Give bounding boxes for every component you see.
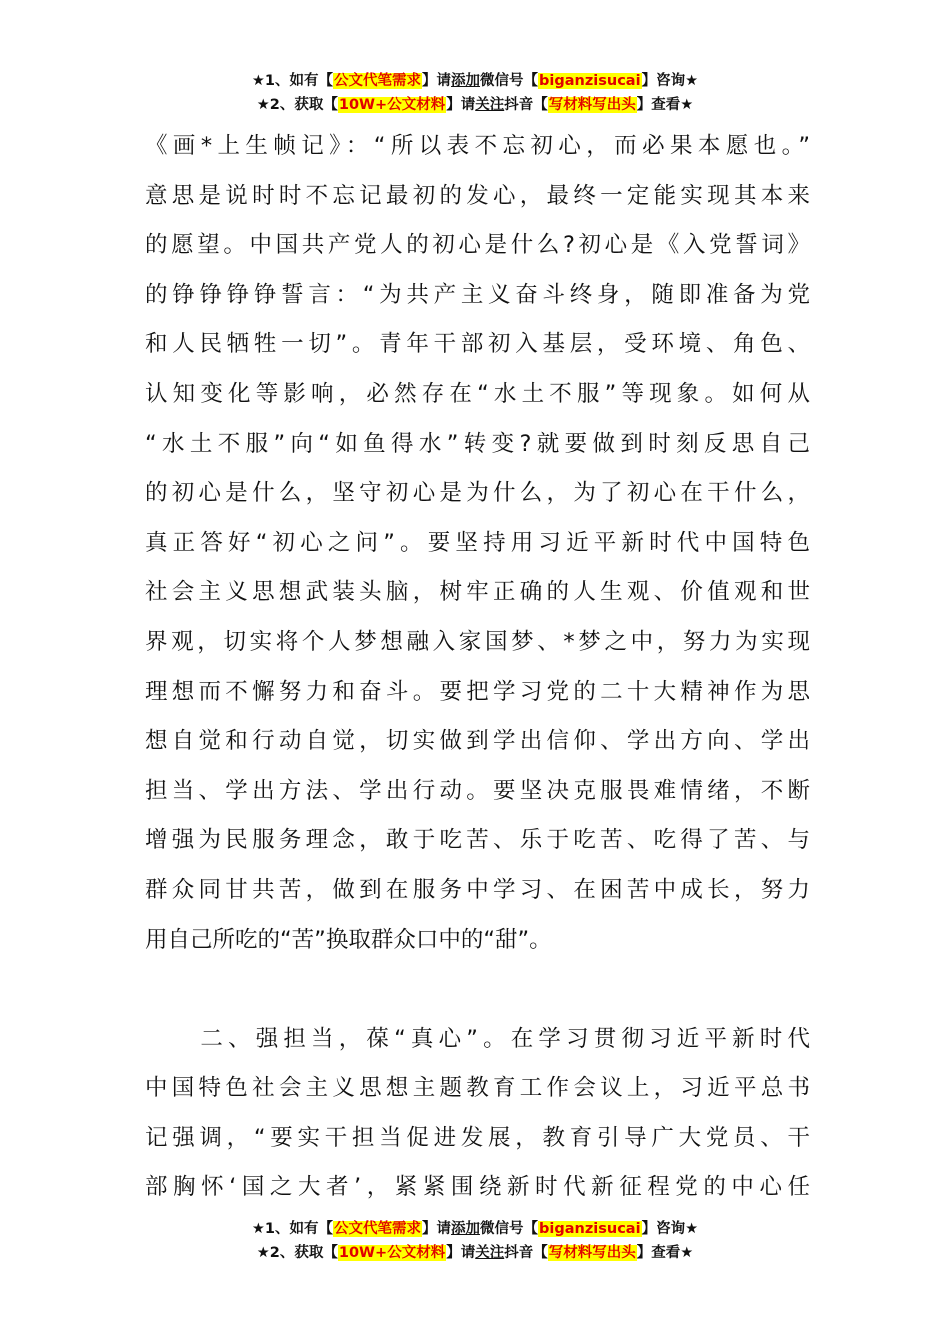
text-line: 担当、学出方法、学出行动。要坚决克服畏难情绪，不断 [145, 777, 810, 804]
banner-text: 】请 [446, 97, 476, 113]
banner-underlined-text: 添加 [451, 73, 481, 89]
text-line: 中国特色社会主义思想主题教育工作会议上，习近平总书 [145, 1075, 810, 1102]
banner-underlined-text: 关注 [475, 97, 505, 113]
banner-underlined-text: 添加 [451, 1221, 481, 1237]
header-banner [0, 69, 950, 117]
banner-highlight: 公文代笔需求 [334, 73, 422, 89]
banner-highlight: 公文代笔需求 [334, 1221, 422, 1237]
text-line: 想自觉和行动自觉，切实做到学出信仰、学出方向、学出 [145, 728, 810, 755]
text-line: 社会主义思想武装头脑，树牢正确的人生观、价值观和世 [145, 579, 810, 606]
banner-highlight: 写材料写出头 [548, 1245, 636, 1261]
text-line: 群众同甘共苦，做到在服务中学习、在困苦中成长，努力 [145, 876, 810, 903]
banner-text: ★2、获取【 [256, 97, 338, 113]
text-line: “水土不服”向“如鱼得水”转变?就要做到时刻反思自己 [145, 430, 810, 457]
text-line: 界观，切实将个人梦想融入家国梦、*梦之中，努力为实现 [145, 628, 810, 655]
banner-text: 】咨询★ [641, 1221, 699, 1237]
banner-text: 】请 [446, 1245, 476, 1261]
header-banner-line-1 [0, 69, 950, 93]
text-line: 记强调，“要实干担当促进发展，教育引导广大党员、干 [145, 1124, 810, 1151]
banner-text: ★1、如有【 [251, 1221, 334, 1237]
text-line: 的愿望。中国共产党人的初心是什么?初心是《入党誓词》 [145, 232, 810, 259]
text-line: 意思是说时时不忘记最初的发心，最终一定能实现其本来 [145, 182, 810, 209]
banner-text: 】查看★ [636, 1245, 694, 1261]
footer-banner-line-1 [0, 1217, 950, 1241]
banner-text: ★1、如有【 [251, 73, 334, 89]
paragraph-2 [145, 1015, 810, 1213]
banner-highlight: 10W+公文材料 [338, 97, 446, 113]
footer-banner-line-2 [0, 1241, 950, 1265]
footer-banner [0, 1217, 950, 1265]
document-body [145, 122, 810, 1213]
text-line: 的铮铮铮铮誓言：“为共产主义奋斗终身，随即准备为党 [145, 281, 810, 308]
banner-text: 微信号【 [480, 1221, 539, 1237]
banner-text: 微信号【 [480, 73, 539, 89]
banner-highlight: 10W+公文材料 [338, 1245, 446, 1261]
text-line: 和人民牺牲一切”。青年干部初入基层，受环境、角色、 [145, 331, 810, 358]
banner-text: 】查看★ [636, 97, 694, 113]
banner-highlight: 写材料写出头 [548, 97, 636, 113]
banner-text: 】咨询★ [641, 73, 699, 89]
text-line: 理想而不懈努力和奋斗。要把学习党的二十大精神作为思 [145, 678, 810, 705]
banner-text: 抖音【 [504, 97, 548, 113]
paragraph-1 [145, 122, 810, 965]
text-line: 部胸怀‘国之大者’，紧紧围绕新时代新征程党的中心任 [145, 1174, 810, 1201]
banner-highlight: biganzisucai [539, 1221, 641, 1237]
text-line: 认知变化等影响，必然存在“水土不服”等现象。如何从 [145, 380, 810, 407]
banner-text: ★2、获取【 [256, 1245, 338, 1261]
header-banner-line-2 [0, 93, 950, 117]
banner-text: 】请 [422, 1221, 452, 1237]
banner-text: 抖音【 [504, 1245, 548, 1261]
banner-text: 】请 [422, 73, 452, 89]
text-line: 增强为民服务理念，敢于吃苦、乐于吃苦、吃得了苦、与 [145, 827, 810, 854]
text-line: 二、强担当，葆“真心”。在学习贯彻习近平新时代 [145, 1025, 810, 1052]
banner-underlined-text: 关注 [475, 1245, 505, 1261]
text-line: 用自己所吃的“苦”换取群众口中的“甜”。 [145, 926, 552, 953]
text-line: 真正答好“初心之问”。要坚持用习近平新时代中国特色 [145, 529, 810, 556]
paragraph-spacer [145, 965, 810, 1015]
banner-highlight: biganzisucai [539, 73, 641, 89]
text-line: 的初心是什么，坚守初心是为什么，为了初心在干什么， [145, 480, 810, 507]
text-line: 《画*上生帧记》：“所以表不忘初心，而必果本愿也。” [145, 133, 810, 159]
